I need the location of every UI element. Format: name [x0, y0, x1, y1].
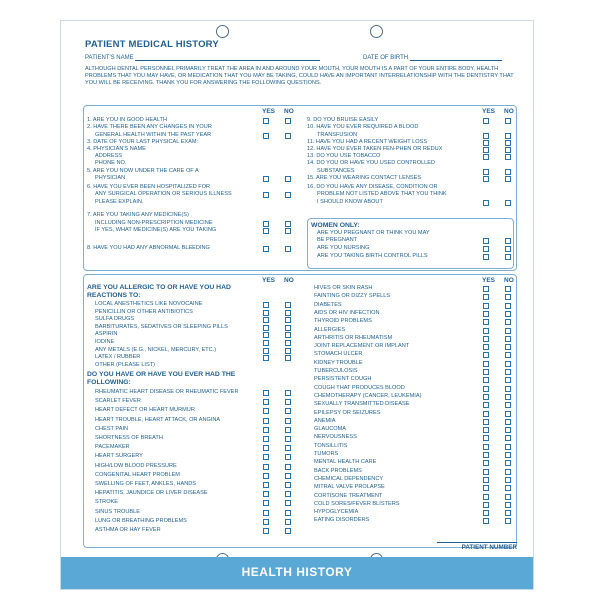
- date-of-birth-label: DATE OF BIRTH: [363, 55, 409, 61]
- condition-item-label: HIVES OR SKIN RASH: [314, 285, 373, 291]
- condition-item-label: SCARLET FEVER: [95, 398, 141, 405]
- no-checkbox[interactable]: [505, 502, 511, 508]
- question-label: IF YES, WHAT MEDICINE(S) ARE YOU TAKING: [95, 227, 217, 233]
- yes-checkbox[interactable]: [263, 390, 269, 396]
- no-header: NO: [504, 277, 514, 284]
- condition-item-label: HEART DEFECT OR HEART MURMUR: [95, 407, 195, 414]
- condition-item-label: CHEST PAIN: [95, 425, 129, 432]
- question-label: ADDRESS: [95, 153, 123, 159]
- no-checkbox[interactable]: [285, 302, 291, 308]
- no-checkbox[interactable]: [505, 460, 511, 466]
- no-checkbox[interactable]: [285, 519, 291, 525]
- yes-checkbox[interactable]: [483, 344, 489, 350]
- yes-checkbox[interactable]: [263, 454, 269, 460]
- allergy-item-label: IODINE: [95, 339, 115, 345]
- yes-checkbox[interactable]: [483, 286, 489, 292]
- no-checkbox[interactable]: [285, 340, 291, 346]
- allergy-heading: ARE YOU ALLERGIC TO OR HAVE YOU HAD: [87, 284, 231, 291]
- yes-checkbox[interactable]: [263, 228, 269, 234]
- yes-header: YES: [262, 108, 276, 115]
- condition-item-label: TUBERCULOSIS: [314, 368, 358, 374]
- condition-item-label: TONSILLITIS: [314, 442, 348, 449]
- no-checkbox[interactable]: [285, 528, 291, 534]
- no-checkbox[interactable]: [285, 408, 291, 414]
- yes-checkbox[interactable]: [483, 147, 489, 153]
- condition-item-label: STOMACH ULCER: [314, 351, 363, 358]
- yes-checkbox[interactable]: [263, 133, 269, 139]
- no-checkbox[interactable]: [505, 140, 511, 146]
- no-checkbox[interactable]: [285, 500, 291, 506]
- yes-checkbox[interactable]: [263, 510, 269, 516]
- condition-item-label: SWELLING OF FEET, ANKLES, HANDS: [95, 481, 197, 487]
- yes-checkbox[interactable]: [263, 310, 269, 316]
- punch-hole: [370, 25, 383, 38]
- no-checkbox[interactable]: [505, 238, 511, 244]
- condition-item-label: STROKE: [95, 499, 119, 506]
- yes-header: YES: [482, 277, 496, 284]
- yes-checkbox[interactable]: [263, 519, 269, 525]
- question-label: 4. PHYSICIAN'S NAME: [87, 146, 146, 152]
- yes-checkbox[interactable]: [483, 238, 489, 244]
- no-checkbox[interactable]: [505, 377, 511, 383]
- no-checkbox[interactable]: [285, 427, 291, 433]
- yes-checkbox[interactable]: [263, 528, 269, 534]
- yes-checkbox[interactable]: [263, 491, 269, 497]
- no-checkbox[interactable]: [505, 394, 511, 400]
- yes-checkbox[interactable]: [263, 427, 269, 433]
- question-label: PHYSICIAN: [95, 175, 126, 181]
- yes-checkbox[interactable]: [483, 254, 489, 260]
- allergy-item-label: OTHER (PLEASE LIST): [95, 361, 155, 368]
- no-checkbox[interactable]: [285, 246, 291, 252]
- yes-header: YES: [262, 277, 276, 284]
- no-checkbox[interactable]: [285, 454, 291, 460]
- condition-item-label: SINUS TROUBLE: [95, 508, 140, 515]
- no-checkbox[interactable]: [285, 332, 291, 338]
- no-checkbox[interactable]: [285, 473, 291, 479]
- question-label: 10. HAVE YOU EVER REQUIRED A BLOOD: [307, 124, 419, 130]
- yes-checkbox[interactable]: [483, 411, 489, 417]
- yes-checkbox[interactable]: [483, 118, 489, 124]
- no-checkbox[interactable]: [285, 510, 291, 516]
- condition-item-label: COLD SORES/FEVER BLISTERS: [314, 500, 400, 507]
- no-checkbox[interactable]: [285, 464, 291, 470]
- yes-checkbox[interactable]: [263, 340, 269, 346]
- question-label: 11. HAVE YOU HAD A RECENT WEIGHT LOSS: [307, 139, 428, 145]
- condition-item-label: CHEMICAL DEPENDENCY: [314, 475, 384, 482]
- no-header: NO: [284, 108, 294, 115]
- patient-name-line[interactable]: [135, 60, 320, 61]
- condition-item-label: DIABETES: [314, 301, 342, 308]
- condition-item-label: AIDS OR HIV INFECTION: [314, 309, 380, 316]
- yes-checkbox[interactable]: [483, 452, 489, 458]
- yes-checkbox[interactable]: [483, 328, 489, 334]
- question-label: 13. DO YOU USE TOBACCO: [307, 153, 381, 159]
- condition-item-label: MENTAL HEALTH CARE: [314, 459, 377, 466]
- yes-checkbox[interactable]: [483, 336, 489, 342]
- condition-item-label: TUMORS: [314, 451, 339, 457]
- condition-item-label: KIDNEY TROUBLE: [314, 359, 363, 366]
- patient-name-label: PATIENT'S NAME: [85, 55, 134, 61]
- yes-checkbox[interactable]: [483, 361, 489, 367]
- condition-item-label: HYPOGLYCEMIA: [314, 509, 359, 516]
- yes-checkbox[interactable]: [263, 332, 269, 338]
- yes-checkbox[interactable]: [483, 176, 489, 182]
- yes-checkbox[interactable]: [483, 303, 489, 309]
- condition-item-label: HIGH/LOW BLOOD PRESSURE: [95, 462, 177, 469]
- yes-checkbox[interactable]: [263, 408, 269, 414]
- no-checkbox[interactable]: [505, 133, 511, 139]
- condition-item-label: PERSISTENT COUGH: [314, 376, 372, 383]
- no-checkbox[interactable]: [505, 176, 511, 182]
- no-checkbox[interactable]: [505, 147, 511, 153]
- footer-title: HEALTH HISTORY: [241, 565, 353, 579]
- condition-item-label: RHEUMATIC HEART DISEASE OR RHEUMATIC FEVER: [95, 389, 239, 395]
- condition-item-label: HEART SURGERY: [95, 453, 143, 460]
- yes-checkbox[interactable]: [263, 221, 269, 227]
- condition-item-label: HEART TROUBLE, HEART ATTACK, OR ANGINA: [95, 416, 221, 423]
- yes-checkbox[interactable]: [483, 477, 489, 483]
- yes-checkbox[interactable]: [263, 118, 269, 124]
- yes-checkbox[interactable]: [483, 460, 489, 466]
- yes-checkbox[interactable]: [483, 200, 489, 206]
- no-checkbox[interactable]: [505, 303, 511, 309]
- yes-checkbox[interactable]: [263, 246, 269, 252]
- no-checkbox[interactable]: [285, 118, 291, 124]
- no-checkbox[interactable]: [505, 352, 511, 358]
- question-label: 14. DO YOU OR HAVE YOU USED CONTROLLED: [307, 160, 436, 166]
- yes-checkbox[interactable]: [263, 445, 269, 451]
- question-label: PLEASE EXPLAIN.: [95, 199, 144, 205]
- yes-checkbox[interactable]: [263, 500, 269, 506]
- no-checkbox[interactable]: [285, 228, 291, 234]
- question-label: 15. ARE YOU WEARING CONTACT LENSES: [307, 175, 422, 181]
- no-checkbox[interactable]: [505, 477, 511, 483]
- allergy-heading: REACTIONS TO:: [87, 292, 141, 299]
- condition-item-label: LUNG OR BREATHING PROBLEMS: [95, 517, 187, 524]
- patient-number-line[interactable]: [437, 542, 517, 543]
- yes-checkbox[interactable]: [483, 427, 489, 433]
- no-checkbox[interactable]: [505, 200, 511, 206]
- no-checkbox[interactable]: [505, 485, 511, 491]
- condition-item-label: BACK PROBLEMS: [314, 467, 362, 474]
- no-checkbox[interactable]: [285, 317, 291, 323]
- no-checkbox[interactable]: [505, 444, 511, 450]
- question-label: I SHOULD KNOW ABOUT: [317, 199, 383, 205]
- yes-checkbox[interactable]: [483, 435, 489, 441]
- yes-checkbox[interactable]: [263, 464, 269, 470]
- allergy-item-label: ANY METALS (E.G., NICKEL, MERCURY, ETC.): [95, 346, 217, 353]
- no-checkbox[interactable]: [505, 402, 511, 408]
- yes-checkbox[interactable]: [263, 348, 269, 354]
- yes-checkbox[interactable]: [483, 394, 489, 400]
- question-label: ANY SURGICAL OPERATION OR SERIOUS ILLNESS: [95, 191, 232, 197]
- women-question-label: ARE YOU NURSING: [317, 245, 370, 251]
- question-label: 5. ARE YOU NOW UNDER THE CARE OF A: [87, 168, 199, 174]
- condition-item-label: CORTISONE TREATMENT: [314, 492, 383, 499]
- question-label: 3. DATE OF YOUR LAST PHYSICAL EXAM:: [87, 139, 199, 145]
- allergy-item-label: SULFA DRUGS: [95, 316, 135, 323]
- yes-checkbox[interactable]: [483, 319, 489, 325]
- yes-checkbox[interactable]: [483, 419, 489, 425]
- no-checkbox[interactable]: [285, 176, 291, 182]
- yes-checkbox[interactable]: [263, 436, 269, 442]
- yes-checkbox[interactable]: [483, 518, 489, 524]
- no-checkbox[interactable]: [505, 254, 511, 260]
- no-checkbox[interactable]: [505, 154, 511, 160]
- no-checkbox[interactable]: [285, 348, 291, 354]
- yes-checkbox[interactable]: [483, 169, 489, 175]
- no-checkbox[interactable]: [505, 286, 511, 292]
- no-checkbox[interactable]: [285, 399, 291, 405]
- women-question-label: BE PREGNANT: [317, 237, 358, 243]
- no-checkbox[interactable]: [285, 436, 291, 442]
- question-label: INCLUDING NON-PRESCRIPTION MEDICINE: [95, 220, 213, 226]
- yes-checkbox[interactable]: [263, 482, 269, 488]
- question-label: 16. DO YOU HAVE ANY DISEASE, CONDITION OR: [307, 184, 438, 190]
- yes-checkbox[interactable]: [483, 469, 489, 475]
- punch-hole: [216, 25, 229, 38]
- question-label: PROBLEM NOT LISTED ABOVE THAT YOU THINK: [317, 191, 447, 197]
- allergy-item-label: BARBITURATES, SEDATIVES OR SLEEPING PILLS: [95, 323, 228, 330]
- no-checkbox[interactable]: [505, 294, 511, 300]
- condition-item-label: THYROID PROBLEMS: [314, 318, 372, 325]
- condition-item-label: EATING DISORDERS: [314, 517, 370, 524]
- yes-checkbox[interactable]: [483, 154, 489, 160]
- no-checkbox[interactable]: [285, 390, 291, 396]
- yes-checkbox[interactable]: [483, 485, 489, 491]
- no-checkbox[interactable]: [505, 435, 511, 441]
- yes-checkbox[interactable]: [483, 311, 489, 317]
- no-checkbox[interactable]: [505, 386, 511, 392]
- question-label: PHONE NO.: [95, 160, 127, 166]
- yes-checkbox[interactable]: [483, 369, 489, 375]
- yes-checkbox[interactable]: [483, 402, 489, 408]
- no-checkbox[interactable]: [285, 133, 291, 139]
- condition-item-label: SEXUALLY TRANSMITTED DISEASE: [314, 401, 410, 408]
- yes-checkbox[interactable]: [483, 502, 489, 508]
- no-checkbox[interactable]: [505, 246, 511, 252]
- no-checkbox[interactable]: [505, 494, 511, 500]
- question-label: 9. DO YOU BRUISE EASILY: [307, 117, 379, 123]
- condition-item-label: PACEMAKER: [95, 444, 130, 451]
- no-checkbox[interactable]: [285, 482, 291, 488]
- question-label: 1. ARE YOU IN GOOD HEALTH: [87, 117, 167, 123]
- question-label: GENERAL HEALTH WITHIN THE PAST YEAR: [95, 132, 212, 138]
- no-checkbox[interactable]: [285, 325, 291, 331]
- yes-checkbox[interactable]: [263, 473, 269, 479]
- condition-item-label: NERVOUSNESS: [314, 434, 357, 441]
- condition-item-label: SHORTNESS OF BREATH: [95, 435, 163, 441]
- condition-item-label: ANEMIA: [314, 417, 336, 424]
- patient-number-label: PATIENT NUMBER: [461, 544, 517, 551]
- condition-item-label: COUGH THAT PRODUCES BLOOD: [314, 384, 405, 391]
- no-checkbox[interactable]: [505, 369, 511, 375]
- yes-checkbox[interactable]: [263, 302, 269, 308]
- condition-item-label: EPILEPSY OR SEIZURES: [314, 409, 381, 416]
- yes-checkbox[interactable]: [263, 176, 269, 182]
- yes-checkbox[interactable]: [483, 377, 489, 383]
- no-checkbox[interactable]: [505, 510, 511, 516]
- question-label: 12. HAVE YOU EVER TAKEN FEN-PHEN OR REDUX: [307, 146, 443, 152]
- allergy-item-label: LATEX / RUBBER: [95, 354, 141, 361]
- question-label: 7. ARE YOU TAKING ANY MEDICINE(S): [87, 212, 189, 218]
- condition-item-label: MITRAL VALVE PROLAPSE: [314, 484, 385, 491]
- women-question-label: ARE YOU TAKING BIRTH CONTROL PILLS: [317, 253, 428, 259]
- yes-checkbox[interactable]: [263, 418, 269, 424]
- no-checkbox[interactable]: [505, 311, 511, 317]
- women-question-label: ARE YOU PREGNANT OR THINK YOU MAY: [317, 230, 430, 236]
- yes-checkbox[interactable]: [483, 386, 489, 392]
- question-label: TRANSFUSION: [317, 132, 358, 138]
- no-header: NO: [284, 277, 294, 284]
- condition-item-label: GLAUCOMA: [314, 426, 347, 433]
- no-checkbox[interactable]: [285, 221, 291, 227]
- patient-name-field[interactable]: [85, 55, 320, 61]
- no-checkbox[interactable]: [505, 169, 511, 175]
- yes-checkbox[interactable]: [263, 317, 269, 323]
- yes-checkbox[interactable]: [483, 510, 489, 516]
- condition-item-label: ARTHRITIS OR RHEUMATISM: [314, 334, 393, 341]
- no-checkbox[interactable]: [505, 469, 511, 475]
- no-checkbox[interactable]: [505, 411, 511, 417]
- question-label: 2. HAVE THERE BEEN ANY CHANGES IN YOUR: [87, 124, 212, 130]
- allergy-item-label: PENICILLIN OR OTHER ANTIBIOTICS: [95, 308, 193, 315]
- yes-header: YES: [482, 108, 496, 115]
- no-checkbox[interactable]: [505, 319, 511, 325]
- form-title: PATIENT MEDICAL HISTORY: [85, 39, 219, 50]
- conditions-heading: DO YOU HAVE OR HAVE YOU EVER HAD THE: [87, 371, 236, 378]
- yes-checkbox[interactable]: [483, 246, 489, 252]
- yes-checkbox[interactable]: [483, 494, 489, 500]
- yes-checkbox[interactable]: [263, 399, 269, 405]
- yes-checkbox[interactable]: [483, 444, 489, 450]
- condition-item-label: JOINT REPLACEMENT OR IMPLANT: [314, 343, 410, 350]
- yes-checkbox[interactable]: [483, 352, 489, 358]
- no-checkbox[interactable]: [285, 355, 291, 361]
- yes-checkbox[interactable]: [263, 355, 269, 361]
- no-checkbox[interactable]: [505, 452, 511, 458]
- date-of-birth-field[interactable]: [363, 55, 502, 61]
- no-checkbox[interactable]: [505, 328, 511, 334]
- no-checkbox[interactable]: [505, 344, 511, 350]
- allergy-item-label: LOCAL ANESTHETICS LIKE NOVOCAINE: [95, 301, 203, 307]
- question-label: 8. HAVE YOU HAD ANY ABNORMAL BLEEDING: [87, 245, 210, 251]
- no-checkbox[interactable]: [505, 518, 511, 524]
- medical-history-form: [60, 20, 534, 590]
- no-checkbox[interactable]: [505, 336, 511, 342]
- no-checkbox[interactable]: [285, 445, 291, 451]
- allergy-item-label: ASPIRIN: [95, 331, 118, 338]
- no-checkbox[interactable]: [285, 491, 291, 497]
- condition-item-label: CONGENITAL HEART PROBLEM: [95, 471, 180, 478]
- no-checkbox[interactable]: [285, 192, 291, 198]
- yes-checkbox[interactable]: [263, 325, 269, 331]
- intro-text: ALTHOUGH DENTAL PERSONNEL PRIMARILY TREAT THE AREA IN AND AROUND YOUR MOUTH, YOUR MOUTH IS A PART OF YOUR ENTIRE BODY. HEALTH PROBLEMS THAT YOU MAY HAVE, OR MEDICATION THAT YOU MAY BE TAKING, COULD HAVE AN IMPORTANT INTERRELATIONSHIP WITH THE DENTISTRY THAT YOU WILL BE RECEIVING. THANK YOU FOR ANSWERING THE FOLLOWING QUESTIONS.: [85, 66, 514, 87]
- question-label: SUBSTANCES: [317, 168, 355, 174]
- yes-checkbox[interactable]: [263, 192, 269, 198]
- condition-item-label: CHEMOTHERAPY (CANCER, LEUKEMIA): [314, 392, 422, 399]
- yes-checkbox[interactable]: [483, 294, 489, 300]
- yes-checkbox[interactable]: [483, 133, 489, 139]
- no-checkbox[interactable]: [505, 427, 511, 433]
- condition-item-label: FAINTING OR DIZZY SPELLS: [314, 293, 391, 300]
- question-label: 6. HAVE YOU EVER BEEN HOSPITALIZED FOR: [87, 184, 211, 190]
- no-header: NO: [504, 108, 514, 115]
- no-checkbox[interactable]: [505, 419, 511, 425]
- conditions-heading: FOLLOWING:: [87, 379, 131, 386]
- condition-item-label: HEPATITIS, JAUNDICE OR LIVER DISEASE: [95, 490, 208, 497]
- condition-item-label: ALLERGIES: [314, 326, 346, 333]
- condition-item-label: ASTHMA OR HAY FEVER: [95, 527, 161, 533]
- no-checkbox[interactable]: [505, 118, 511, 124]
- no-checkbox[interactable]: [285, 418, 291, 424]
- no-checkbox[interactable]: [285, 310, 291, 316]
- yes-checkbox[interactable]: [483, 140, 489, 146]
- no-checkbox[interactable]: [505, 361, 511, 367]
- women-only-title: WOMEN ONLY:: [311, 222, 360, 229]
- date-of-birth-line[interactable]: [410, 60, 502, 61]
